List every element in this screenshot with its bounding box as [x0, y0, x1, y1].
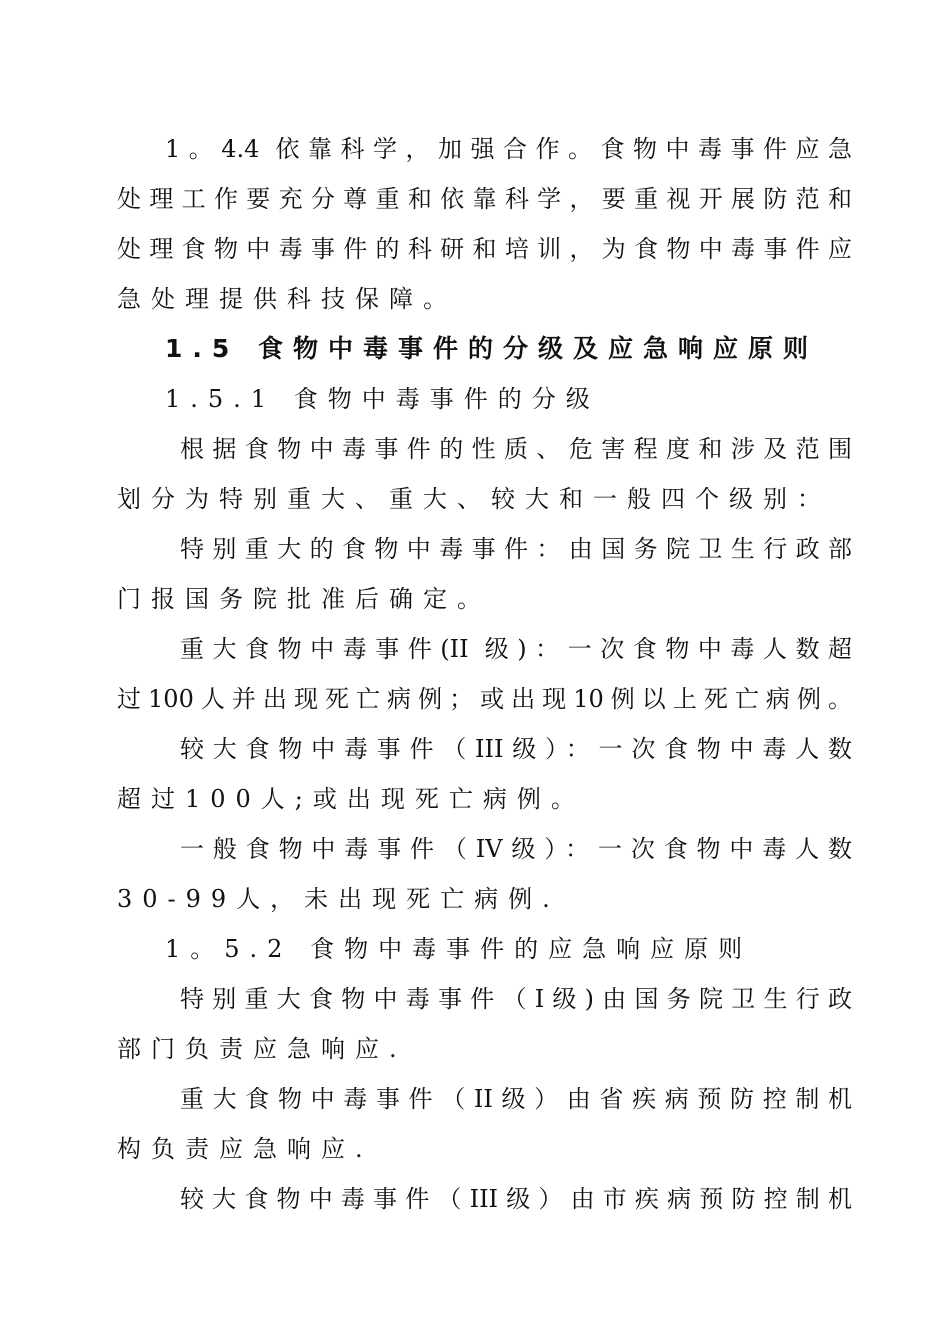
text-line: 急处理提供科技保障。: [117, 285, 457, 313]
text-line: 较大食物中毒事件（III级）由市疾病预防控制机: [180, 1185, 852, 1213]
text-line: 处理食物中毒事件的科研和培训，为食物中毒事件应: [117, 235, 852, 263]
text-line: 划分为特别重大、重大、较大和一般四个级别：: [117, 485, 831, 513]
subsection-heading: 1.5.1 食物中毒事件的分级: [165, 385, 600, 413]
text-line: 特别重大的食物中毒事件：由国务院卫生行政部: [180, 535, 852, 563]
text-line: 重大食物中毒事件（II级）由省疾病预防控制机: [180, 1085, 852, 1113]
text-line: 过100人并出现死亡病例；或出现10例以上死亡病例。: [117, 685, 852, 713]
section-heading: 1.5 食物中毒事件的分级及应急响应原则: [165, 334, 818, 363]
text-line: 重大食物中毒事件(II 级)：一次食物中毒人数超: [180, 635, 852, 663]
subsection-heading: 1。5.2 食物中毒事件的应急响应原则: [165, 935, 753, 963]
text-line: 超过100人;或出现死亡病例。: [117, 785, 585, 813]
text-line: 部门负责应急响应.: [117, 1035, 407, 1063]
text-line: 30-99人，未出现死亡病例.: [117, 885, 560, 913]
text-line: 特别重大食物中毒事件（I级)由国务院卫生行政: [180, 985, 852, 1013]
text-line: 构负责应急响应.: [117, 1135, 373, 1163]
text-line: 门报国务院批准后确定。: [117, 585, 491, 613]
text-line: 1。4.4 依靠科学，加强合作。食物中毒事件应急: [165, 135, 852, 163]
text-line: 一般食物中毒事件（IV级）：一次食物中毒人数: [180, 835, 852, 863]
text-line: 较大食物中毒事件（III级）：一次食物中毒人数: [180, 735, 852, 763]
text-line: 处理工作要充分尊重和依靠科学，要重视开展防范和: [117, 185, 852, 213]
text-line: 根据食物中毒事件的性质、危害程度和涉及范围: [180, 435, 852, 463]
